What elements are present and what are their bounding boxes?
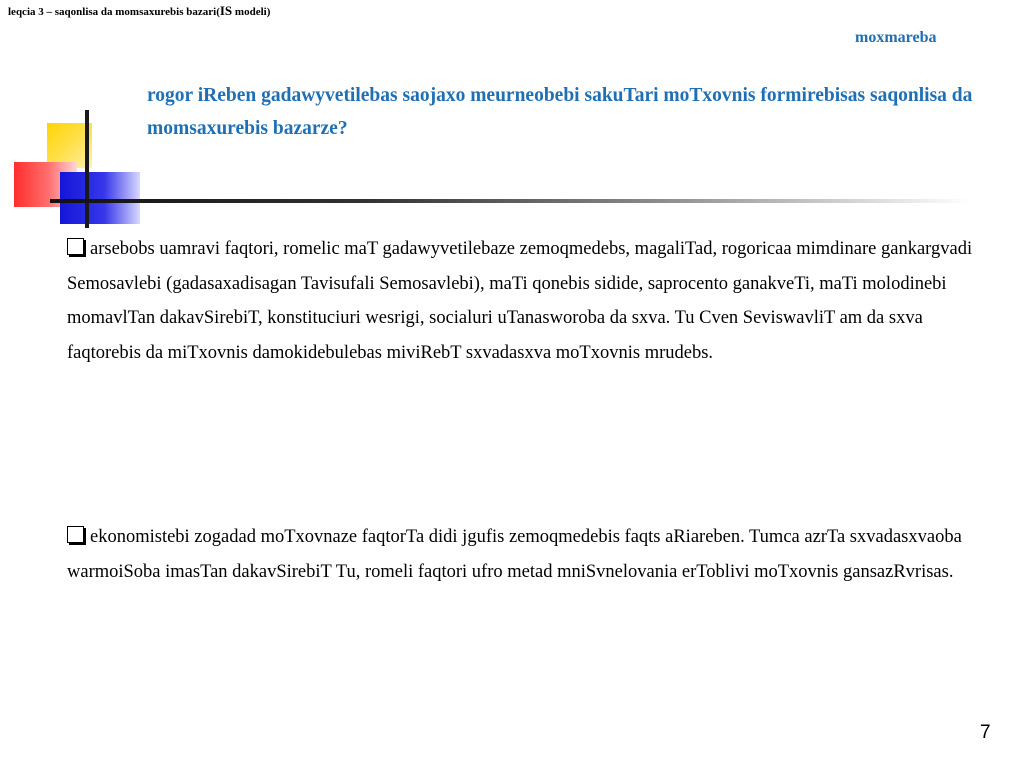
checkbox-bullet-icon: [67, 526, 84, 543]
bullet-item-2: [67, 520, 987, 589]
horizontal-divider: [50, 199, 970, 203]
blue-square-decoration: [60, 172, 140, 224]
lecture-header-suffix: IS: [219, 3, 233, 18]
bullet-item-1: [67, 232, 987, 370]
lecture-header: [8, 3, 270, 19]
bullet-text-2: ekonomistebi zogadad moTxovnaze faqtorTa didi jgufis zemoqmedebis faqts aRiareben. Tumca azrTa sxvadasxvaoba warmoiSoba imasTan dakavSirebiT Tu, romeli faqtori ufro metad mniSvnelovania erToblivi moTxovnis gansazRvrisas.: [67, 527, 962, 582]
section-tag: moxmareba: [855, 29, 937, 46]
page-number: 7: [980, 722, 991, 743]
lecture-header-text: leqcia 3 – saqonlisa da momsaxurebis bazari(: [8, 6, 220, 18]
slide-title: rogor iReben gadawyvetilebas saojaxo meurneobebi sakuTari moTxovnis formirebisas saqonlisa da momsaxurebis bazarze?: [147, 85, 973, 139]
checkbox-bullet-icon: [67, 238, 84, 255]
decorative-squares: [0, 100, 160, 230]
bullet-text-1: arsebobs uamravi faqtori, romelic maT gadawyvetilebaze zemoqmedebs, magaliTad, rogoricaa mimdinare gankargvadi Semosavlebi (gadasaxadisagan Tavisufali Semosavlebi), maTi qonebis sidide, saprocento ganakveTi, maTi molodinebi momavlTan dakavSirebiT, konstituciuri wesrigi, socialuri uTanasworoba da sxva. Tu Cven SeviswavliT am da sxva faqtorebis da miTxovnis damokidebulebas miviRebT sxvadasxva moTxovnis mrudebs.: [67, 239, 973, 363]
vertical-bar-decoration: [85, 110, 89, 228]
lecture-header-end: modeli): [232, 6, 271, 18]
